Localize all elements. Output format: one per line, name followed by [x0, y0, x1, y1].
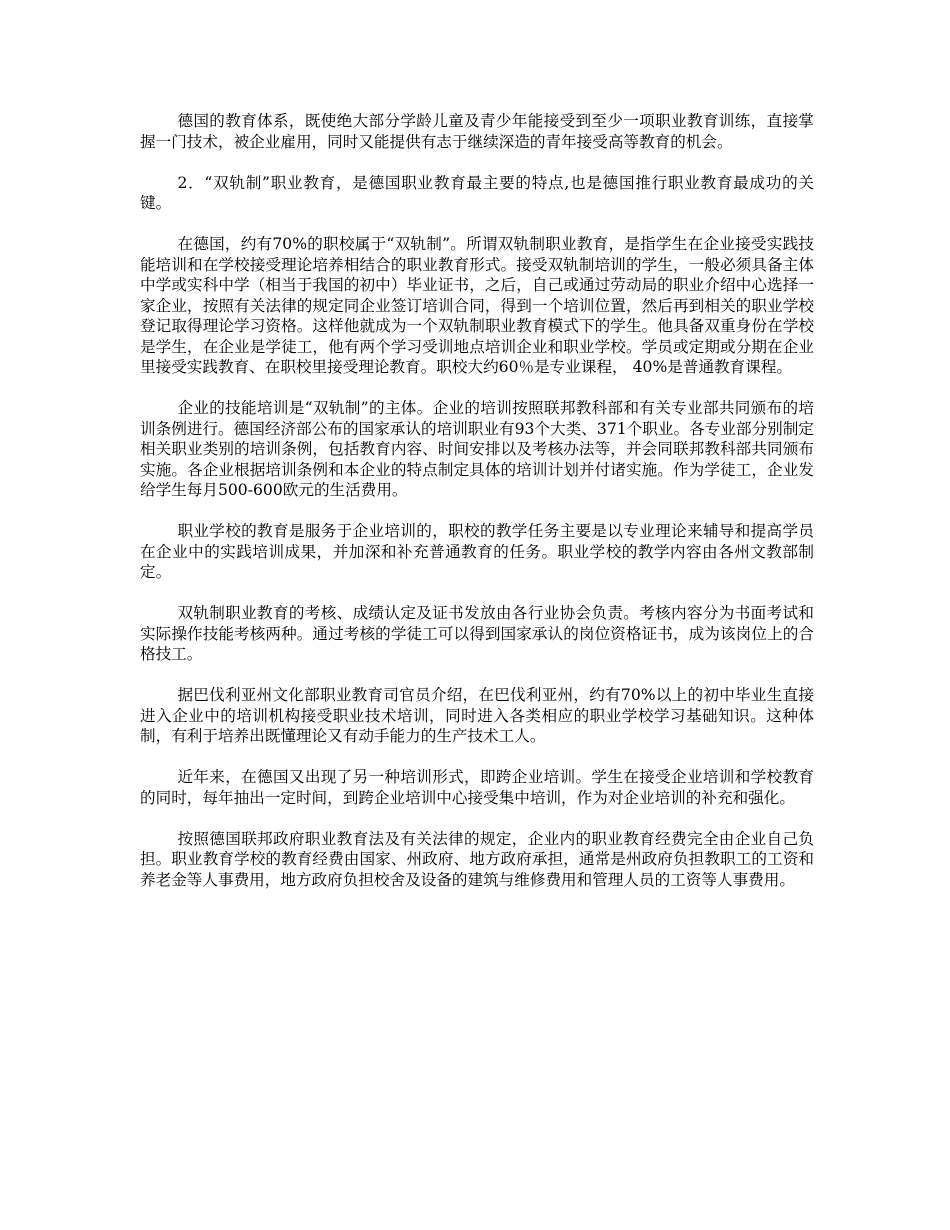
paragraph-enterprise-training: 企业的技能培训是“双轨制”的主体。企业的培训按照联邦教科部和有关专业部共同颁布的培训条例进行。德国经济部公布的国家承认的培训职业有93个大类、371个职业。各专业部分别制定相关职业类别的培训条例，包括教育内容、时间安排以及考核办法等，并会同联邦教科部共同颁布实施。各企业根据培训条例和本企业的特点制定具体的培训计划并付诸实施。作为学徒工，企业发给学生每月500-600欧元的生活费用。	[140, 399, 814, 499]
paragraph-dual-system-definition: 在德国，约有70%的职校属于“双轨制”。所谓双轨制职业教育，是指学生在企业接受实践技能培训和在学校接受理论培养相结合的职业教育形式。接受双轨制培训的学生，一般必须具备主体中学或实科中学（相当于我国的初中）毕业证书，之后，自己或通过劳动局的职业介绍中心选择一家企业，按照有关法律的规定同企业签订培训合同，得到一个培训位置，然后再到相关的职业学校登记取得理论学习资格。这样他就成为一个双轨制职业教育模式下的学生。他具备双重身份在学校是学生，在企业是学徒工，他有两个学习受训地点培训企业和职业学校。学员或定期或分期在企业里接受实践教育、在职校里接受理论教育。职校大约60％是专业课程， 40%是普通教育课程。	[140, 235, 814, 376]
paragraph-bavaria: 据巴伐利亚州文化部职业教育司官员介绍，在巴伐利亚州，约有70%以上的初中毕业生直接进入企业中的培训机构接受职业技术培训，同时进入各类相应的职业学校学习基础知识。这种体制，有利于培养出既懂理论又有动手能力的生产技术工人。	[140, 686, 814, 745]
paragraph-vocational-school: 职业学校的教育是服务于企业培训的，职校的教学任务主要是以专业理论来辅导和提高学员在企业中的实践培训成果，并加深和补充普通教育的任务。职业学校的教学内容由各州文教部制定。	[140, 522, 814, 581]
paragraph-assessment: 双轨制职业教育的考核、成绩认定及证书发放由各行业协会负责。考核内容分为书面考试和实际操作技能考核两种。通过考核的学徒工可以得到国家承认的岗位资格证书，成为该岗位上的合格技工。	[140, 604, 814, 663]
document-body	[140, 111, 814, 911]
paragraph-inter-company-training: 近年来，在德国又出现了另一种培训形式，即跨企业培训。学生在接受企业培训和学校教育的同时，每年抽出一定时间，到跨企业培训中心接受集中培训，作为对企业培训的补充和强化。	[140, 768, 814, 807]
paragraph-education-system: 德国的教育体系，既使绝大部分学龄儿童及青少年能接受到至少一项职业教育训练，直接掌握一门技术，被企业雇用，同时又能提供有志于继续深造的青年接受高等教育的机会。	[140, 112, 814, 151]
paragraph-funding: 按照德国联邦政府职业教育法及有关法律的规定，企业内的职业教育经费完全由企业自己负担。职业教育学校的教育经费由国家、州政府、地方政府承担，通常是州政府负担教职工的工资和养老金等人事费用，地方政府负担校舍及设备的建筑与维修费用和管理人员的工资等人事费用。	[140, 829, 814, 889]
paragraph-dual-system-heading: 2．“双轨制”职业教育，是德国职业教育最主要的特点,也是德国推行职业教育最成功的关键。	[140, 173, 814, 212]
